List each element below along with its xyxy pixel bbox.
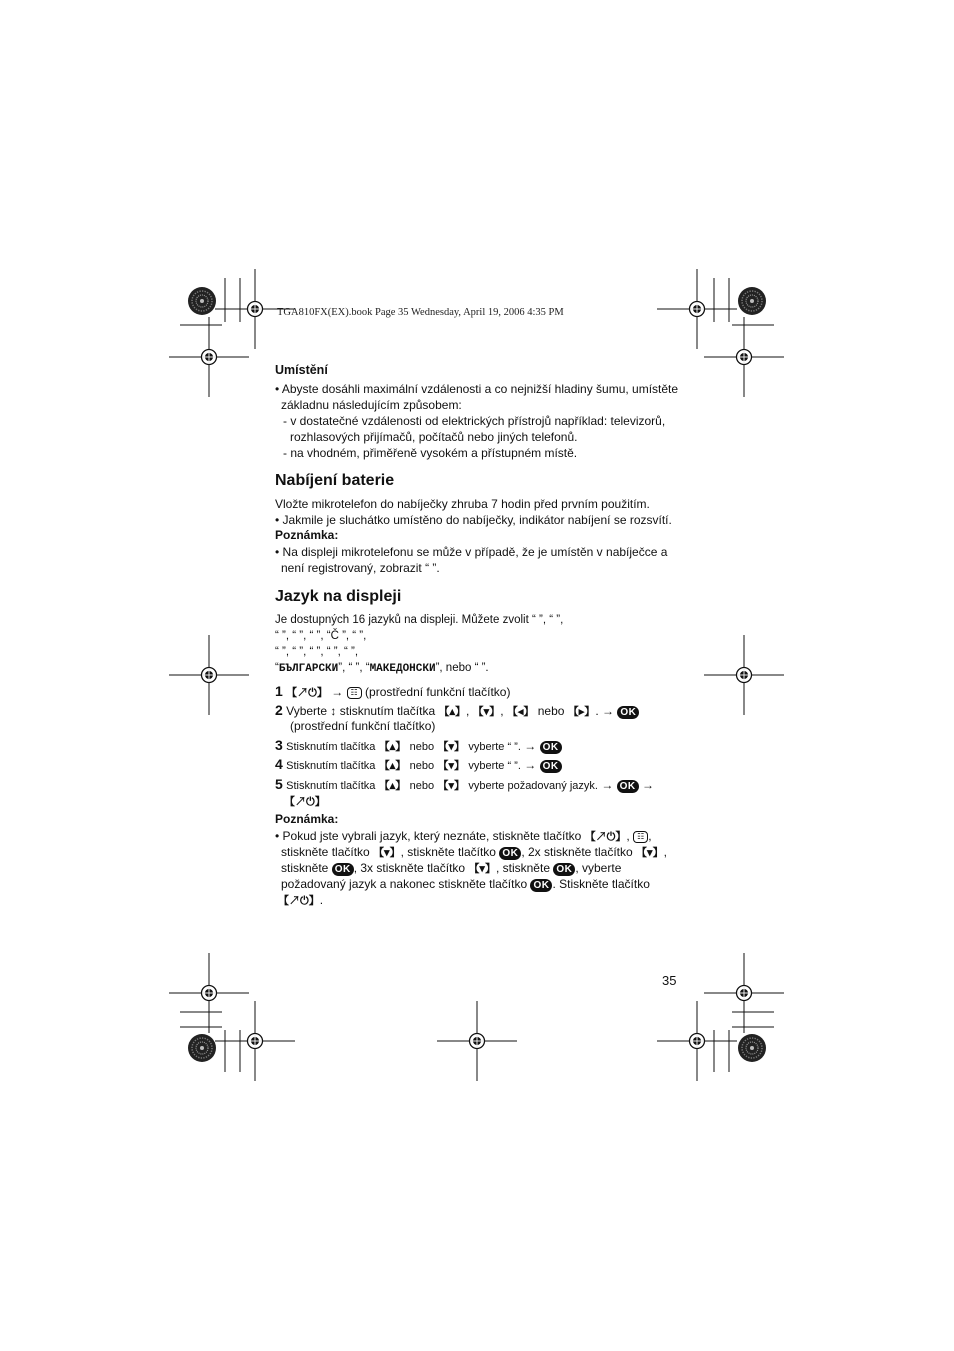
quote: “ [275, 662, 279, 674]
up-key-icon: 【▴】 [438, 706, 466, 718]
step-1 [275, 683, 510, 701]
down-key-icon: 【▾】 [437, 741, 465, 753]
language-note-line-5: 【↗⏻】. [278, 893, 324, 907]
step-4 [275, 756, 562, 774]
language-intro-b: “ ”, “ ”, “ ”, “Č ”, “ ”, [275, 630, 367, 642]
language-note-line-2: stiskněte tlačítko 【▾】, stiskněte tlačítko OK , 2x stiskněte tlačítko 【▾】, [281, 845, 667, 859]
off-key-icon: 【↗⏻】 [286, 687, 328, 699]
placement-dash-1-cont: rozhlasových přijímačů, počítačů nebo jiných telefonů. [290, 430, 578, 444]
step-text: Stisknutím tlačítka [286, 760, 376, 772]
step-number: 1 [275, 683, 283, 699]
step-text: Stisknutím tlačítka [286, 780, 376, 792]
arrow-icon: → [524, 758, 537, 772]
left-key-icon: 【◂】 [506, 706, 535, 718]
step-text: vyberte “ ”. [468, 760, 521, 772]
step-text: (prostřední funkční tlačítko) [365, 685, 511, 699]
note-text: stiskněte tlačítko [281, 845, 370, 859]
off-key-icon: 【↗⏻】 [584, 831, 627, 843]
charging-note-label: Poznámka: [275, 528, 339, 542]
placement-dash-1: - v dostatečné vzdálenosti od elektrických přístrojů například: televizorů, [283, 414, 666, 428]
off-key-icon: 【↗⏻】 [284, 796, 326, 808]
charging-line-1: Vložte mikrotelefon do nabíječky zhruba 7 hodin před prvním použitím. [275, 497, 650, 511]
language-note-line-4 [281, 876, 650, 892]
note-text: , 3x stiskněte tlačítko [353, 861, 466, 875]
arrow-icon: → [642, 778, 654, 792]
book-header-line: TGA810FX(EX).book Page 35 Wednesday, April 19, 2006 4:35 PM [277, 307, 564, 318]
note-text: , vyberte [575, 861, 622, 875]
step-text: nebo [409, 780, 435, 792]
arrow-icon: → [601, 778, 614, 792]
charging-title: Nabíjení baterie [275, 472, 395, 489]
step-number: 5 [275, 776, 283, 792]
charging-note-a: • Na displeji mikrotelefonu se může v případě, že je umístěn v nabíječce a [275, 545, 668, 559]
step-text: nebo [409, 760, 435, 772]
arrow-icon: → [524, 739, 537, 753]
right-key-icon: 【▸】 [567, 706, 596, 718]
language-macedonian: МАКЕДОНСКИ [369, 663, 436, 675]
placement-bullet-cont: základnu následujícím způsobem: [281, 398, 462, 412]
note-text: • Pokud jste vybrali jazyk, který neznáte, stiskněte tlačítko [275, 829, 582, 843]
sep: nebo [534, 704, 568, 718]
step-text: Vyberte [286, 704, 328, 718]
charging-note-b: není registrovaný, zobrazit “ ”. [281, 561, 440, 575]
placement-title: Umístění [275, 363, 328, 377]
language-note-label: Poznámka: [275, 812, 339, 826]
step-text: Stisknutím tlačítka [286, 741, 376, 753]
down-key-icon: 【▾】 [468, 863, 496, 875]
step-number: 2 [275, 702, 283, 718]
note-text: požadovaný jazyk a nakonec stiskněte tlačítko [281, 877, 528, 891]
arrow-icon: → [331, 685, 344, 699]
arrow-icon: → [601, 704, 614, 718]
language-intro-a: Je dostupných 16 jazyků na displeji. Můžete zvolit “ ”, “ ”, [275, 614, 564, 626]
note-text: . Stiskněte tlačítko [552, 877, 650, 891]
up-key-icon: 【▴】 [378, 780, 407, 792]
step-text: vyberte “ ”. [468, 741, 521, 753]
sep: , [500, 704, 507, 718]
ok-key-icon: OK [499, 847, 521, 860]
ok-key-icon: OK [530, 879, 552, 892]
quote-end: ”, nebo “ ”. [435, 662, 489, 674]
step-text: vyberte požadovaný jazyk. [468, 780, 598, 792]
step-number: 3 [275, 737, 283, 753]
down-key-icon: 【▾】 [373, 847, 401, 859]
ok-key-icon: OK [553, 863, 575, 876]
ok-key-icon: OK [540, 760, 562, 773]
up-key-icon: 【▴】 [378, 760, 407, 772]
language-intro-c: “ ”, “ ”, “ ”, “ ”, “ ”, [275, 646, 359, 658]
placement-bullet: • Abyste dosáhli maximální vzdálenosti a co nejnižší hladiny šumu, umístěte [275, 382, 679, 396]
note-text: , 2x stiskněte tlačítko [521, 845, 633, 859]
note-text: stiskněte [281, 861, 329, 875]
step-text: nebo [409, 741, 435, 753]
step-5 [275, 776, 654, 794]
step-3 [275, 737, 562, 755]
language-bulgarian: БЪЛГАРСКИ [278, 663, 339, 675]
language-note-line-3 [281, 860, 621, 877]
off-key-icon: 【↗⏻】 [278, 895, 320, 907]
ok-key-icon: OK [332, 863, 354, 876]
placement-dash-2: - na vhodném, přiměřeně vysokém a přístupném místě. [283, 446, 578, 460]
note-text: , stiskněte [495, 861, 550, 875]
ok-key-icon: OK [617, 780, 639, 793]
page-number: 35 [662, 973, 677, 988]
step-text: stisknutím tlačítka [339, 704, 436, 718]
navigator-icon: ↕ [330, 704, 337, 718]
down-key-icon: 【▾】 [437, 760, 465, 772]
up-key-icon: 【▴】 [378, 741, 407, 753]
menu-key-icon: ☷ [347, 687, 362, 699]
menu-key-icon: ☷ [633, 831, 648, 843]
language-note-line-1: • Pokud jste vybrali jazyk, který neznáte, stiskněte tlačítko 【↗⏻】, ☷ , [275, 829, 652, 843]
step-5-cont [284, 793, 326, 810]
step-2: 2 Vyberte ↕ stisknutím tlačítka 【▴】, 【▾】, 【◂】 nebo 【▸】. → OK [275, 702, 639, 720]
language-intro-d [275, 660, 489, 677]
down-key-icon: 【▾】 [636, 847, 664, 859]
language-title: Jazyk na displeji [275, 588, 402, 605]
charging-line-2: • Jakmile je sluchátko umístěno do nabíječky, indikátor nabíjení se rozsvítí. [275, 513, 672, 527]
sep: , [466, 704, 473, 718]
ok-key-icon: OK [540, 741, 562, 754]
note-text: , stiskněte tlačítko [400, 845, 496, 859]
down-key-icon: 【▾】 [437, 780, 465, 792]
ok-key-icon: OK [617, 706, 639, 719]
step-2-cont: (prostřední funkční tlačítko) [290, 719, 436, 733]
quote-sep: ”, “ ”, “ [338, 662, 370, 674]
step-number: 4 [275, 756, 283, 772]
down-key-icon: 【▾】 [472, 706, 501, 718]
